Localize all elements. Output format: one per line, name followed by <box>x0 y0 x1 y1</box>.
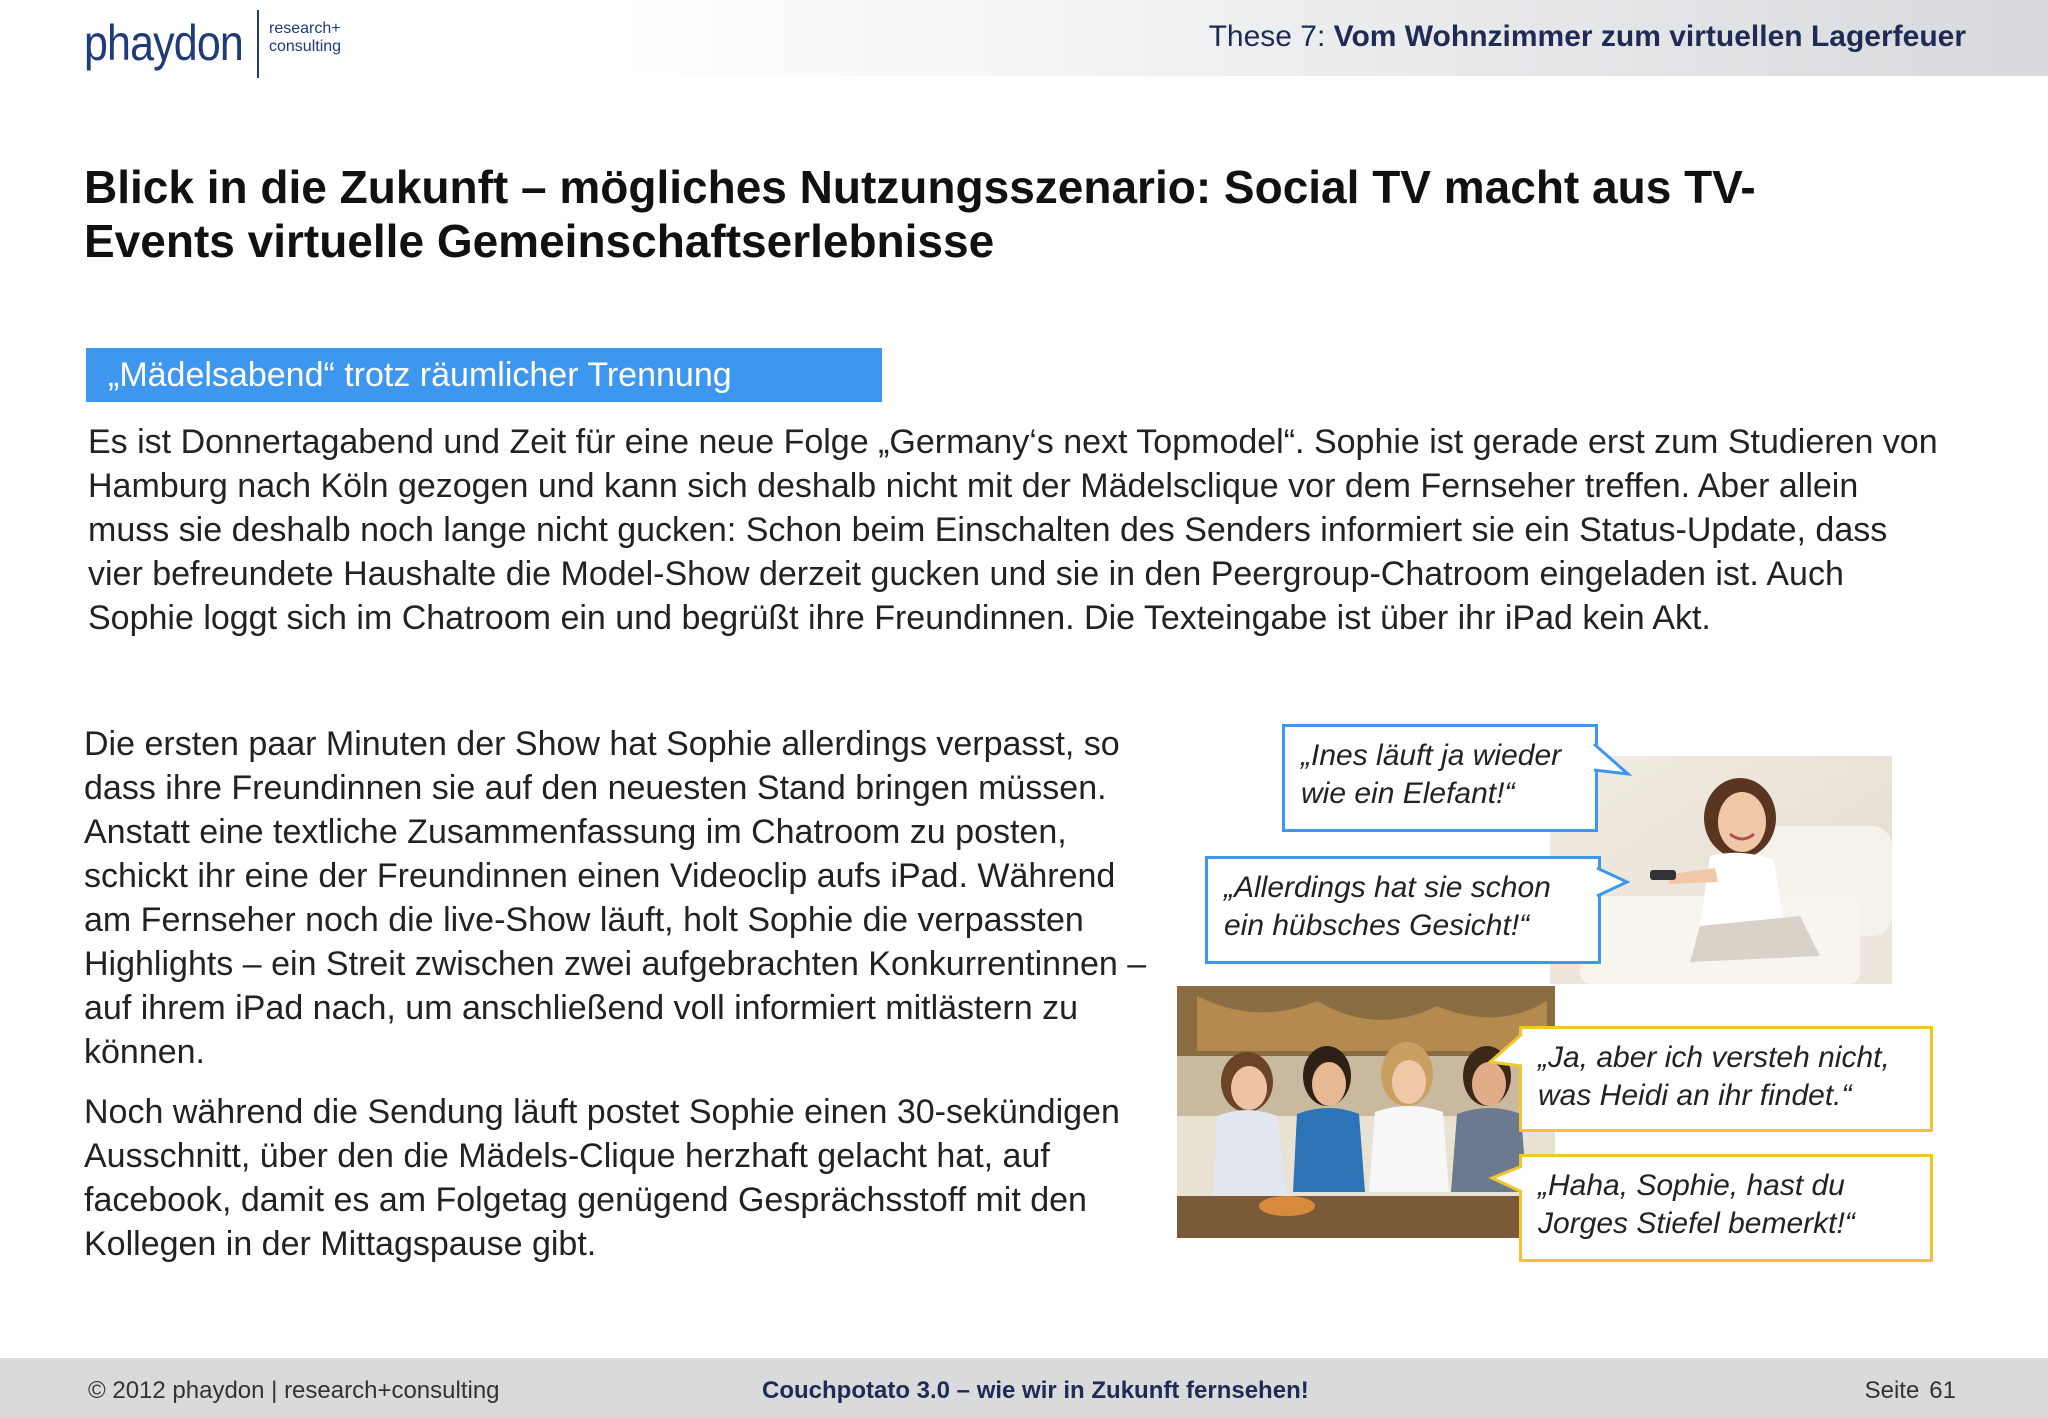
logo-divider <box>257 10 259 78</box>
footer-page-indicator <box>1855 1377 1956 1405</box>
thesis-heading <box>1209 20 1966 54</box>
chat-bubble-2 <box>1205 856 1601 964</box>
chat-bubble-4-line-2: Jorges Stiefel bemerkt!“ <box>1538 1207 1855 1240</box>
chat-bubble-4 <box>1519 1154 1933 1262</box>
chat-bubble-2-line-2: ein hübsches Gesicht!“ <box>1224 909 1530 942</box>
chat-bubble-1 <box>1282 724 1598 832</box>
logo-tagline <box>269 20 341 56</box>
chat-bubble-4-line-1: „Haha, Sophie, hast du <box>1538 1169 1845 1202</box>
footer-copyright: © 2012 phaydon | research+consulting <box>88 1377 500 1404</box>
chat-bubble-3-line-1: „Ja, aber ich versteh nicht, <box>1538 1041 1890 1074</box>
scenario-banner: „Mädelsabend“ trotz räumlicher Trennung <box>86 348 882 402</box>
chat-bubble-3-tail <box>1488 1030 1524 1070</box>
chat-bubble-2-tail <box>1597 866 1637 906</box>
footer-page-number: 61 <box>1929 1377 1956 1404</box>
chat-bubble-2-line-1: „Allerdings hat sie schon <box>1224 871 1551 904</box>
thesis-title: Vom Wohnzimmer zum virtuellen Lagerfeuer <box>1333 20 1966 53</box>
intro-paragraph: Es ist Donnertagabend und Zeit für eine neue Folge „Germany‘s next Topmodel“. Sophie ist gerade erst zum Studieren von Hamburg nach Köln gezogen und kann sich deshalb nicht mit der Mädelsclique vor dem Fernseher treffen. Aber allein muss sie deshalb noch lange nicht gucken: Schon beim Einschalten des Senders informiert sie ein Status-Update, dass vier befreundete Haushalte die Model-Show derzeit gucken und sie in den Peergroup-Chatroom eingeladen ist. Auch Sophie loggt sich im Chatroom ein und begrüßt ihre Freundinnen. Die Texteingabe ist über ihr iPad kein Akt. <box>88 423 1938 637</box>
chat-bubble-3 <box>1519 1026 1933 1132</box>
chat-bubble-4-tail <box>1490 1162 1524 1202</box>
chat-bubble-1-line-1: „Ines läuft ja wieder <box>1301 739 1562 772</box>
chat-bubble-3-line-2: was Heidi an ihr findet.“ <box>1538 1079 1852 1112</box>
logo-wordmark: phaydon <box>84 15 243 71</box>
footer-page-label: Seite <box>1864 1377 1920 1404</box>
footer-presentation-title: Couchpotato 3.0 – wie wir in Zukunft fernsehen! <box>762 1377 1309 1404</box>
page-title <box>84 160 1964 268</box>
logo-tagline-line-1: research+ <box>269 20 341 37</box>
page-title-line-1: Blick in die Zukunft – mögliches Nutzungsszenario: Social TV macht aus TV- <box>84 161 1756 213</box>
story-paragraph-2: Noch während die Sendung läuft postet Sophie einen 30-sekündigen Ausschnitt, über den die Mädels-Clique herzhaft gelacht hat, auf facebook, damit es am Folgetag genügend Gesprächsstoff mit den Kollegen in der Mittagspause gibt. <box>84 1093 1120 1263</box>
chat-bubble-1-tail <box>1594 740 1634 780</box>
page-title-line-2: Events virtuelle Gemeinschaftserlebnisse <box>84 215 995 267</box>
logo-tagline-line-2: consulting <box>269 38 342 55</box>
chat-bubble-1-line-2: wie ein Elefant!“ <box>1301 777 1515 810</box>
thesis-prefix: These 7: <box>1208 20 1326 53</box>
story-text <box>84 722 1164 1282</box>
story-paragraph-1: Die ersten paar Minuten der Show hat Sophie allerdings verpasst, so dass ihre Freundinnen sie auf den neuesten Stand bringen müssen. Anstatt eine textliche Zusammenfassung im Chatroom zu posten, schickt ihr eine der Freundinnen einen Videoclip aufs iPad. Während am Fernseher noch die live-Show läuft, holt Sophie die verpassten Highlights – ein Streit zwischen zwei aufgebrachten Konkurrentinnen – auf ihrem iPad nach, um anschließend voll informiert mitlästern zu können. <box>84 725 1147 1071</box>
